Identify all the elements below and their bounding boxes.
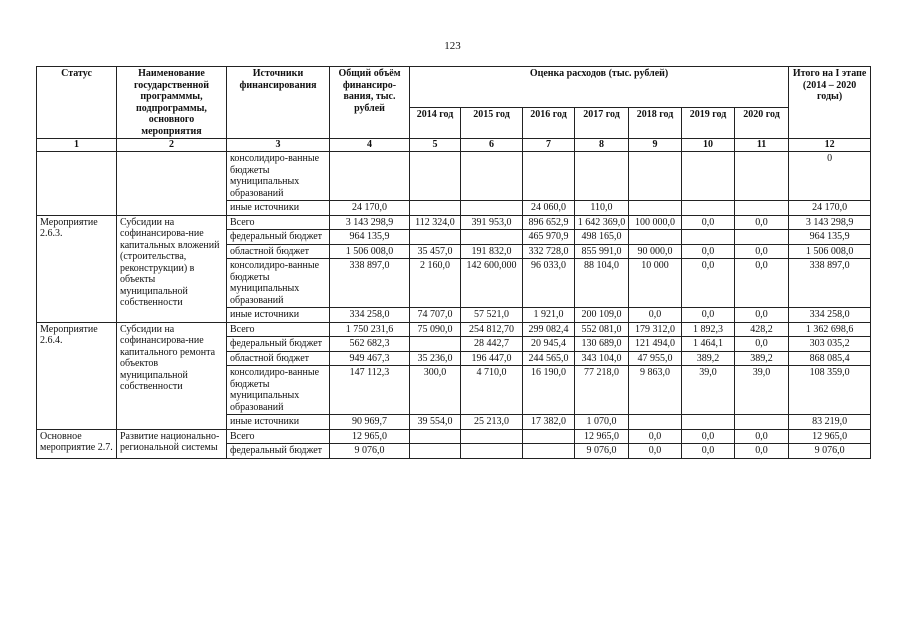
header-year: 2018 год: [629, 108, 682, 139]
year-value-cell: 88 104,0: [575, 259, 629, 308]
table-row: [37, 429, 871, 444]
total-cell: 338 897,0: [330, 259, 410, 308]
status-cell: [37, 152, 117, 216]
header-estimate: Оценка расходов (тыс. рублей): [410, 67, 789, 108]
year-value-cell: 196 447,0: [461, 351, 523, 366]
column-index: 10: [682, 139, 735, 152]
stage-total-cell: 12 965,0: [789, 429, 871, 444]
total-cell: 1 506 008,0: [330, 244, 410, 259]
year-value-cell: 0,0: [735, 429, 789, 444]
total-cell: 24 170,0: [330, 201, 410, 216]
total-cell: 3 143 298,9: [330, 215, 410, 230]
year-value-cell: 465 970,9: [523, 230, 575, 245]
total-cell: 949 467,3: [330, 351, 410, 366]
year-value-cell: [410, 429, 461, 444]
column-index: 6: [461, 139, 523, 152]
year-value-cell: 332 728,0: [523, 244, 575, 259]
year-value-cell: 0,0: [735, 215, 789, 230]
column-index: 11: [735, 139, 789, 152]
year-value-cell: 179 312,0: [629, 322, 682, 337]
header-year: 2015 год: [461, 108, 523, 139]
source-cell: федеральный бюджет: [227, 444, 330, 459]
year-value-cell: [682, 201, 735, 216]
status-cell: Мероприятие 2.6.3.: [37, 215, 117, 322]
year-value-cell: 20 945,4: [523, 337, 575, 352]
year-value-cell: 110,0: [575, 201, 629, 216]
year-value-cell: 0,0: [629, 308, 682, 323]
year-value-cell: 39 554,0: [410, 415, 461, 430]
year-value-cell: 130 689,0: [575, 337, 629, 352]
year-value-cell: 24 060,0: [523, 201, 575, 216]
header-year: 2017 год: [575, 108, 629, 139]
year-value-cell: 39,0: [682, 366, 735, 415]
source-cell: Всего: [227, 215, 330, 230]
status-cell: Мероприятие 2.6.4.: [37, 322, 117, 429]
year-value-cell: [461, 230, 523, 245]
source-cell: Всего: [227, 322, 330, 337]
year-value-cell: 0,0: [735, 244, 789, 259]
year-value-cell: 142 600,000: [461, 259, 523, 308]
year-value-cell: [682, 230, 735, 245]
total-cell: 562 682,3: [330, 337, 410, 352]
stage-total-cell: 0: [789, 152, 871, 201]
header-stage-total: Итого на I этапе (2014 – 2020 годы): [789, 67, 871, 139]
source-cell: областной бюджет: [227, 244, 330, 259]
year-value-cell: 75 090,0: [410, 322, 461, 337]
year-value-cell: [735, 152, 789, 201]
budget-table: [36, 66, 871, 459]
year-value-cell: 12 965,0: [575, 429, 629, 444]
header-total: Общий объём финансиро-вания, тыс. рублей: [330, 67, 410, 139]
year-value-cell: 552 081,0: [575, 322, 629, 337]
year-value-cell: [410, 152, 461, 201]
stage-total-cell: 334 258,0: [789, 308, 871, 323]
year-value-cell: [410, 444, 461, 459]
total-cell: 334 258,0: [330, 308, 410, 323]
table-row: [37, 322, 871, 337]
total-cell: 1 750 231,6: [330, 322, 410, 337]
table-row: [37, 215, 871, 230]
year-value-cell: [629, 415, 682, 430]
year-value-cell: [410, 230, 461, 245]
column-index: 7: [523, 139, 575, 152]
header-year: 2019 год: [682, 108, 735, 139]
stage-total-cell: 3 143 298,9: [789, 215, 871, 230]
source-cell: консолидиро-ванные бюджеты муниципальных образований: [227, 366, 330, 415]
year-value-cell: [629, 230, 682, 245]
year-value-cell: [461, 201, 523, 216]
year-value-cell: 39,0: [735, 366, 789, 415]
year-value-cell: [461, 152, 523, 201]
header-year: 2016 год: [523, 108, 575, 139]
year-value-cell: 10 000: [629, 259, 682, 308]
year-value-cell: 389,2: [735, 351, 789, 366]
year-value-cell: 96 033,0: [523, 259, 575, 308]
header-name: Наименование государственной программмы, подпрограммы, основного мероприятия: [117, 67, 227, 139]
year-value-cell: 121 494,0: [629, 337, 682, 352]
year-value-cell: 428,2: [735, 322, 789, 337]
total-cell: [330, 152, 410, 201]
year-value-cell: 1 892,3: [682, 322, 735, 337]
stage-total-cell: 9 076,0: [789, 444, 871, 459]
total-cell: 90 969,7: [330, 415, 410, 430]
year-value-cell: 2 160,0: [410, 259, 461, 308]
header-year: 2020 год: [735, 108, 789, 139]
year-value-cell: 9 076,0: [575, 444, 629, 459]
year-value-cell: 47 955,0: [629, 351, 682, 366]
year-value-cell: 0,0: [682, 244, 735, 259]
year-value-cell: 100 000,0: [629, 215, 682, 230]
year-value-cell: 254 812,70: [461, 322, 523, 337]
source-cell: областной бюджет: [227, 351, 330, 366]
year-value-cell: 244 565,0: [523, 351, 575, 366]
name-cell: Субсидии на софинансирова-ние капитального ремонта объектов муниципальной собственности: [117, 322, 227, 429]
total-cell: 12 965,0: [330, 429, 410, 444]
year-value-cell: 1 070,0: [575, 415, 629, 430]
year-value-cell: 16 190,0: [523, 366, 575, 415]
year-value-cell: 0,0: [682, 308, 735, 323]
year-value-cell: 9 863,0: [629, 366, 682, 415]
name-cell: [117, 152, 227, 216]
year-value-cell: 391 953,0: [461, 215, 523, 230]
year-value-cell: 4 710,0: [461, 366, 523, 415]
column-index: 8: [575, 139, 629, 152]
header-year: 2014 год: [410, 108, 461, 139]
year-value-cell: 1 642 369,0: [575, 215, 629, 230]
year-value-cell: 74 707,0: [410, 308, 461, 323]
year-value-cell: 0,0: [629, 444, 682, 459]
year-value-cell: 200 109,0: [575, 308, 629, 323]
source-cell: федеральный бюджет: [227, 337, 330, 352]
source-cell: федеральный бюджет: [227, 230, 330, 245]
source-cell: иные источники: [227, 415, 330, 430]
year-value-cell: [461, 429, 523, 444]
year-value-cell: [410, 337, 461, 352]
stage-total-cell: 303 035,2: [789, 337, 871, 352]
source-cell: Всего: [227, 429, 330, 444]
table-row: [37, 152, 871, 201]
year-value-cell: 57 521,0: [461, 308, 523, 323]
year-value-cell: 498 165,0: [575, 230, 629, 245]
year-value-cell: 0,0: [682, 444, 735, 459]
source-cell: консолидиро-ванные бюджеты муниципальных образований: [227, 152, 330, 201]
year-value-cell: [735, 415, 789, 430]
source-cell: иные источники: [227, 308, 330, 323]
year-value-cell: 35 457,0: [410, 244, 461, 259]
source-cell: консолидиро-ванные бюджеты муниципальных образований: [227, 259, 330, 308]
year-value-cell: [523, 429, 575, 444]
total-cell: 147 112,3: [330, 366, 410, 415]
year-value-cell: 0,0: [629, 429, 682, 444]
column-index: 12: [789, 139, 871, 152]
year-value-cell: 0,0: [735, 259, 789, 308]
year-value-cell: 17 382,0: [523, 415, 575, 430]
header-sources: Источники финансирования: [227, 67, 330, 139]
year-value-cell: 1 921,0: [523, 308, 575, 323]
year-value-cell: 25 213,0: [461, 415, 523, 430]
stage-total-cell: 108 359,0: [789, 366, 871, 415]
year-value-cell: 28 442,7: [461, 337, 523, 352]
column-index: 3: [227, 139, 330, 152]
name-cell: Субсидии на софинансирова-ние капитальных вложений (строительства, реконструкции) в объекты муниципальной собственности: [117, 215, 227, 322]
year-value-cell: 855 991,0: [575, 244, 629, 259]
year-value-cell: 191 832,0: [461, 244, 523, 259]
year-value-cell: 90 000,0: [629, 244, 682, 259]
year-value-cell: [735, 230, 789, 245]
header-status: Статус: [37, 67, 117, 139]
year-value-cell: 0,0: [735, 308, 789, 323]
year-value-cell: 343 104,0: [575, 351, 629, 366]
year-value-cell: [629, 152, 682, 201]
year-value-cell: 300,0: [410, 366, 461, 415]
year-value-cell: 0,0: [682, 259, 735, 308]
stage-total-cell: 83 219,0: [789, 415, 871, 430]
year-value-cell: 389,2: [682, 351, 735, 366]
year-value-cell: [682, 415, 735, 430]
year-value-cell: [523, 444, 575, 459]
total-cell: 9 076,0: [330, 444, 410, 459]
year-value-cell: 0,0: [735, 444, 789, 459]
stage-total-cell: 338 897,0: [789, 259, 871, 308]
year-value-cell: [410, 201, 461, 216]
year-value-cell: 35 236,0: [410, 351, 461, 366]
total-cell: 964 135,9: [330, 230, 410, 245]
year-value-cell: 0,0: [735, 337, 789, 352]
stage-total-cell: 24 170,0: [789, 201, 871, 216]
column-index: 9: [629, 139, 682, 152]
year-value-cell: [629, 201, 682, 216]
year-value-cell: 77 218,0: [575, 366, 629, 415]
page-number: 123: [444, 40, 461, 52]
column-index: 4: [330, 139, 410, 152]
source-cell: иные источники: [227, 201, 330, 216]
year-value-cell: 896 652,9: [523, 215, 575, 230]
column-index: 5: [410, 139, 461, 152]
year-value-cell: 0,0: [682, 429, 735, 444]
stage-total-cell: 868 085,4: [789, 351, 871, 366]
year-value-cell: [523, 152, 575, 201]
name-cell: Развитие национально-региональной системы: [117, 429, 227, 458]
stage-total-cell: 1 362 698,6: [789, 322, 871, 337]
year-value-cell: 112 324,0: [410, 215, 461, 230]
year-value-cell: [575, 152, 629, 201]
year-value-cell: [735, 201, 789, 216]
year-value-cell: [682, 152, 735, 201]
column-index: 2: [117, 139, 227, 152]
year-value-cell: 0,0: [682, 215, 735, 230]
year-value-cell: 1 464,1: [682, 337, 735, 352]
stage-total-cell: 1 506 008,0: [789, 244, 871, 259]
column-index: 1: [37, 139, 117, 152]
stage-total-cell: 964 135,9: [789, 230, 871, 245]
year-value-cell: [461, 444, 523, 459]
year-value-cell: 299 082,4: [523, 322, 575, 337]
status-cell: Основное мероприятие 2.7.: [37, 429, 117, 458]
